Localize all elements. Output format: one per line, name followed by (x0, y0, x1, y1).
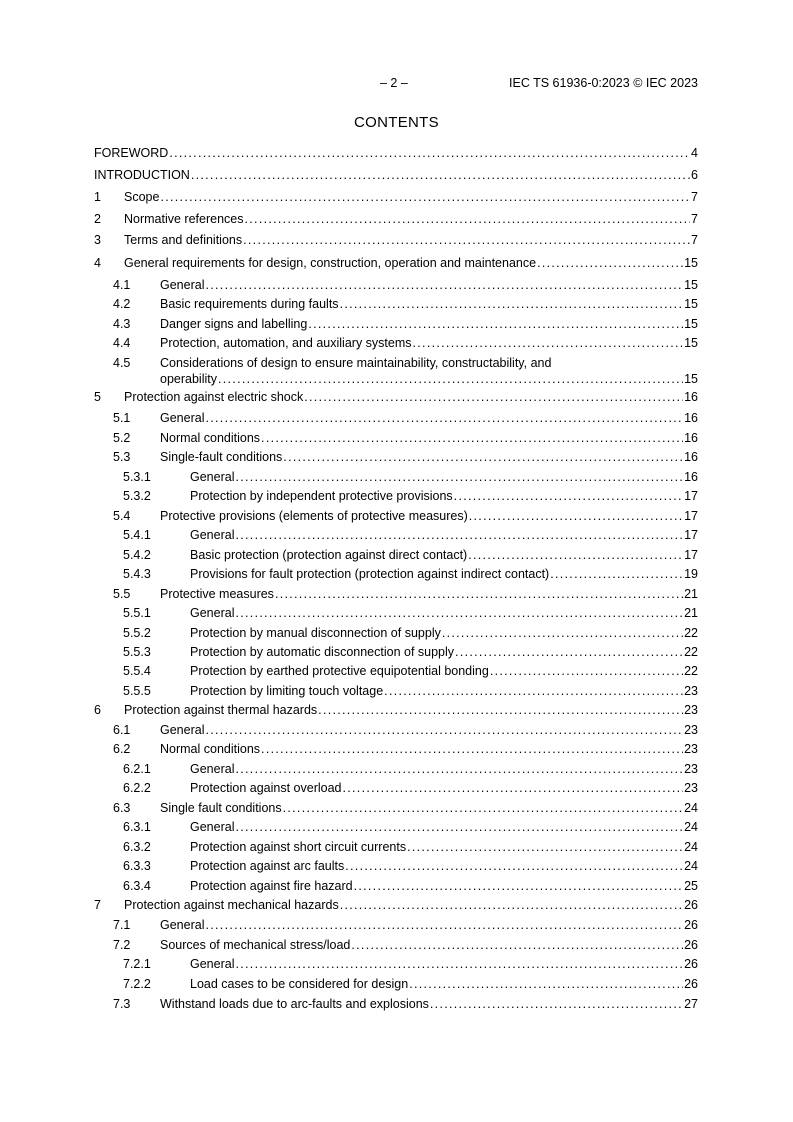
toc-entry[interactable] (94, 410, 698, 426)
toc-entry[interactable] (94, 508, 698, 524)
toc-entry-page: 24 (684, 840, 698, 854)
toc-entry-number: 6.3.4 (123, 879, 151, 893)
toc-entry-line (160, 277, 698, 293)
toc-entry[interactable] (94, 663, 698, 679)
dot-leader (468, 547, 683, 563)
toc-entry-number: 7.2.1 (123, 957, 151, 971)
toc-entry-title: Single fault conditions (160, 801, 282, 815)
toc-entry-number: 5.5.2 (123, 626, 151, 640)
toc-entry-title: Protection by manual disconnection of supply (190, 626, 441, 640)
toc-entry-line (190, 956, 698, 972)
toc-entry-page: 23 (684, 781, 698, 795)
toc-entry-line (190, 547, 698, 563)
toc-entry-number: 5.5 (113, 587, 131, 601)
toc-entry-title: Protection against mechanical hazards (124, 898, 339, 912)
toc-entry-page: 23 (684, 762, 698, 776)
page-number: – 2 – (380, 76, 408, 90)
toc-entry-title: Provisions for fault protection (protection against indirect contact) (190, 567, 550, 581)
toc-entry-number: 6.3 (113, 801, 131, 815)
toc-entry-page: 6 (691, 168, 698, 182)
toc-entry-page: 25 (684, 879, 698, 893)
toc-entry-page: 16 (684, 431, 698, 445)
toc-entry-number: 4.5 (113, 356, 131, 370)
toc-entry-page: 26 (684, 977, 698, 991)
toc-entry[interactable] (94, 389, 698, 405)
toc-entry-title: General (160, 278, 205, 292)
toc-entry-title: General (190, 528, 235, 542)
page-header (0, 76, 793, 92)
toc-entry[interactable] (94, 255, 698, 271)
dot-leader (160, 189, 690, 205)
toc-entry-number: 5.5.1 (123, 606, 151, 620)
toc-entry[interactable] (94, 780, 698, 796)
toc-entry-page: 16 (684, 450, 698, 464)
dot-leader (351, 937, 683, 953)
toc-entry[interactable] (94, 878, 698, 894)
toc-entry-line (124, 897, 698, 913)
toc-entry-title: General (160, 411, 205, 425)
toc-entry-title: INTRODUCTION (94, 168, 190, 182)
toc-entry-line (160, 296, 698, 312)
toc-entry[interactable] (94, 167, 698, 183)
dot-leader (205, 277, 683, 293)
toc-entry-line (160, 508, 698, 524)
toc-entry-page: 23 (684, 684, 698, 698)
toc-entry-page: 15 (684, 256, 698, 270)
toc-entry-number: 5.1 (113, 411, 131, 425)
dot-leader (283, 800, 683, 816)
toc-entry[interactable] (94, 488, 698, 504)
toc-entry-line (190, 878, 698, 894)
toc-entry-page: 21 (684, 587, 698, 601)
toc-entry-number: 5.4.1 (123, 528, 151, 542)
toc-entry[interactable] (94, 355, 698, 387)
dot-leader (490, 663, 683, 679)
toc-entry-title: Danger signs and labelling (160, 317, 308, 331)
toc-entry-number: 5.3 (113, 450, 131, 464)
toc-entry-line (190, 663, 698, 679)
dot-leader (384, 683, 683, 699)
toc-entry[interactable] (94, 741, 698, 757)
toc-entry-number: 5.4.3 (123, 567, 151, 581)
toc-entry[interactable] (94, 232, 698, 248)
toc-entry-title: Protection by earthed protective equipotential bonding (190, 664, 489, 678)
dot-leader (218, 371, 683, 387)
toc-entry-page: 7 (691, 233, 698, 247)
toc-entry-line (190, 780, 698, 796)
toc-entry-title: Normal conditions (160, 431, 261, 445)
dot-leader (455, 644, 683, 660)
toc-entry-number: 4 (94, 256, 101, 270)
toc-entry-page: 22 (684, 626, 698, 640)
toc-entry-number: 5.4 (113, 509, 131, 523)
toc-entry-title: Scope (124, 190, 160, 204)
toc-entry-line (190, 839, 698, 855)
toc-entry-number: 5.5.4 (123, 664, 151, 678)
dot-leader (275, 586, 683, 602)
toc-entry-line (124, 389, 698, 405)
dot-leader (261, 430, 683, 446)
toc-entry[interactable] (94, 296, 698, 312)
toc-entry-title: Protection against electric shock (124, 390, 304, 404)
toc-entry[interactable] (94, 566, 698, 582)
toc-entry-page: 15 (684, 336, 698, 350)
toc-entry[interactable] (94, 625, 698, 641)
dot-leader (235, 819, 683, 835)
toc-entry-line (160, 316, 698, 332)
toc-entry-page: 16 (684, 470, 698, 484)
toc-entry-line (160, 937, 698, 953)
dot-leader (235, 527, 683, 543)
dot-leader (354, 878, 684, 894)
toc-entry-title: Terms and definitions (124, 233, 243, 247)
toc-entry[interactable] (94, 189, 698, 205)
toc-entry-line (124, 255, 698, 271)
toc-entry-title: Sources of mechanical stress/load (160, 938, 351, 952)
toc-entry-line (124, 189, 698, 205)
toc-entry-number: 4.3 (113, 317, 131, 331)
toc-entry-title: Protection against fire hazard (190, 879, 353, 893)
toc-entry-page: 15 (684, 372, 698, 386)
toc-entry[interactable] (94, 277, 698, 293)
toc-entry-line (124, 211, 698, 227)
toc-entry-number: 5.2 (113, 431, 131, 445)
toc-entry-line (190, 527, 698, 543)
dot-leader (409, 976, 683, 992)
toc-entry-number: 4.2 (113, 297, 131, 311)
toc-entry[interactable] (94, 839, 698, 855)
toc-entry-title: Basic requirements during faults (160, 297, 339, 311)
toc-entry[interactable] (94, 996, 698, 1012)
toc-entry-line (190, 469, 698, 485)
toc-entry[interactable] (94, 702, 698, 718)
dot-leader (342, 780, 683, 796)
toc-entry-title: Withstand loads due to arc-faults and explosions (160, 997, 429, 1011)
toc-entry-title: Protective provisions (elements of protective measures) (160, 509, 468, 523)
dot-leader (261, 741, 683, 757)
toc-entry[interactable] (94, 586, 698, 602)
toc-entry-number: 7.2.2 (123, 977, 151, 991)
toc-entry-line (190, 644, 698, 660)
dot-leader (235, 956, 683, 972)
toc-entry[interactable] (94, 211, 698, 227)
toc-entry-title: Normal conditions (160, 742, 261, 756)
toc-entry-title: General (190, 820, 235, 834)
toc-entry[interactable] (94, 800, 698, 816)
toc-entry-page: 23 (684, 723, 698, 737)
dot-leader (304, 389, 683, 405)
toc-entry-page: 15 (684, 297, 698, 311)
dot-leader (283, 449, 683, 465)
toc-entry-number: 5.3.1 (123, 470, 151, 484)
toc-entry[interactable] (94, 858, 698, 874)
toc-entry-title: Protection by automatic disconnection of supply (190, 645, 455, 659)
toc-entry-line (190, 488, 698, 504)
toc-entry-number: 3 (94, 233, 101, 247)
toc-entry[interactable] (94, 605, 698, 621)
toc-entry-line (160, 800, 698, 816)
toc-entry-page: 26 (684, 918, 698, 932)
toc-entry[interactable] (94, 917, 698, 933)
toc-entry-title: Normative references (124, 212, 244, 226)
toc-entry-number: 6.1 (113, 723, 131, 737)
dot-leader (169, 145, 690, 161)
toc-entry[interactable] (94, 897, 698, 913)
toc-entry-page: 24 (684, 820, 698, 834)
toc-entry-page: 15 (684, 317, 698, 331)
toc-entry[interactable] (94, 145, 698, 161)
toc-entry-title: Protection against thermal hazards (124, 703, 318, 717)
toc-entry-page: 17 (684, 528, 698, 542)
toc-entry-title: General (160, 918, 205, 932)
toc-entry-number: 5.5.5 (123, 684, 151, 698)
toc-entry[interactable] (94, 956, 698, 972)
dot-leader (243, 232, 690, 248)
toc-entry-number: 5.4.2 (123, 548, 151, 562)
toc-entry-line (94, 167, 698, 183)
toc-entry-line (190, 683, 698, 699)
toc-entry-page: 21 (684, 606, 698, 620)
toc-entry-number: 7 (94, 898, 101, 912)
dot-leader (205, 722, 683, 738)
toc-entry-title: Protection by limiting touch voltage (190, 684, 384, 698)
dot-leader (454, 488, 683, 504)
toc-entry-line (190, 761, 698, 777)
dot-leader (430, 996, 683, 1012)
toc-entry-line (124, 232, 698, 248)
dot-leader (413, 335, 684, 351)
toc-entry-line (160, 996, 698, 1012)
dot-leader (245, 211, 691, 227)
toc-entry-title: Basic protection (protection against direct contact) (190, 548, 468, 562)
toc-entry-number: 2 (94, 212, 101, 226)
toc-entry-line (160, 335, 698, 351)
toc-entry-line (190, 976, 698, 992)
toc-entry-page: 24 (684, 801, 698, 815)
toc-entry-page: 15 (684, 278, 698, 292)
toc-entry-number: 6.3.2 (123, 840, 151, 854)
toc-entry[interactable] (94, 449, 698, 465)
toc-entry-number: 7.2 (113, 938, 131, 952)
toc-entry[interactable] (94, 316, 698, 332)
toc-entry-number: 5.5.3 (123, 645, 151, 659)
toc-entry-page: 27 (684, 997, 698, 1011)
toc-entry-title: Protection against arc faults (190, 859, 345, 873)
toc-entry-title: Protection against overload (190, 781, 342, 795)
contents-title: CONTENTS (354, 114, 439, 131)
toc-entry-title: Single-fault conditions (160, 450, 283, 464)
toc-entry-title: General (160, 723, 205, 737)
toc-entry-page: 23 (684, 742, 698, 756)
toc-entry-page: 16 (684, 390, 698, 404)
toc-entry-number: 1 (94, 190, 101, 204)
toc-entry-title: General (190, 606, 235, 620)
toc-entry-line (190, 566, 698, 582)
toc-entry-number: 4.4 (113, 336, 131, 350)
toc-entry-page: 22 (684, 664, 698, 678)
toc-entry[interactable] (94, 547, 698, 563)
toc-entry-number: 6.2 (113, 742, 131, 756)
dot-leader (537, 255, 683, 271)
dot-leader (340, 296, 684, 312)
toc-entry-line (124, 702, 698, 718)
toc-entry-line (190, 819, 698, 835)
toc-entry[interactable] (94, 976, 698, 992)
toc-entry-page: 4 (691, 146, 698, 160)
toc-entry-title: Considerations of design to ensure maintainability, constructability, and (160, 356, 552, 370)
toc-entry-page: 22 (684, 645, 698, 659)
toc-entry-title: Protective measures (160, 587, 274, 601)
toc-entry-title: General (190, 470, 235, 484)
toc-entry-page: 26 (684, 898, 698, 912)
toc-entry-page: 16 (684, 411, 698, 425)
dot-leader (235, 469, 683, 485)
toc-entry[interactable] (94, 527, 698, 543)
toc-entry[interactable] (94, 937, 698, 953)
toc-entry-title: Protection against short circuit currents (190, 840, 407, 854)
toc-entry-number: 5 (94, 390, 101, 404)
toc-entry-page: 7 (691, 190, 698, 204)
toc-entry[interactable] (94, 819, 698, 835)
dot-leader (191, 167, 690, 183)
toc-entry[interactable] (94, 722, 698, 738)
toc-entry-line (190, 858, 698, 874)
toc-entry-number: 4.1 (113, 278, 131, 292)
toc-entry-title: Protection, automation, and auxiliary systems (160, 336, 412, 350)
dot-leader (442, 625, 683, 641)
toc-entry-page: 24 (684, 859, 698, 873)
toc-entry-title: General (190, 762, 235, 776)
toc-entry-title: FOREWORD (94, 146, 169, 160)
toc-entry-page: 17 (684, 548, 698, 562)
toc-entry-title: Load cases to be considered for design (190, 977, 409, 991)
toc-entry-line (160, 741, 698, 757)
dot-leader (407, 839, 683, 855)
toc-entry[interactable] (94, 644, 698, 660)
toc-entry-line (160, 722, 698, 738)
toc-entry-page: 17 (684, 489, 698, 503)
toc-entry-line (160, 371, 698, 387)
toc-entry-line (94, 145, 698, 161)
toc-entry[interactable] (94, 335, 698, 351)
dot-leader (205, 410, 683, 426)
toc-entry-number: 6.3.3 (123, 859, 151, 873)
toc-entry-line (190, 625, 698, 641)
toc-entry-title: Protection by independent protective provisions (190, 489, 453, 503)
toc-entry-number: 5.3.2 (123, 489, 151, 503)
toc-entry[interactable] (94, 683, 698, 699)
dot-leader (340, 897, 683, 913)
toc-entry-page: 26 (684, 938, 698, 952)
dot-leader (235, 605, 683, 621)
toc-entry[interactable] (94, 761, 698, 777)
toc-entry-line (160, 430, 698, 446)
dot-leader (205, 917, 683, 933)
toc-entry-number: 7.1 (113, 918, 131, 932)
toc-entry[interactable] (94, 430, 698, 446)
toc-entry-title: General (190, 957, 235, 971)
dot-leader (235, 761, 683, 777)
document-reference: IEC TS 61936-0:2023 © IEC 2023 (509, 76, 698, 90)
toc-entry-title-continued: operability (160, 372, 217, 386)
toc-entry-page: 23 (684, 703, 698, 717)
toc-entry-page: 26 (684, 957, 698, 971)
dot-leader (318, 702, 683, 718)
toc-entry-page: 17 (684, 509, 698, 523)
toc-entry-number: 6.2.1 (123, 762, 151, 776)
dot-leader (345, 858, 683, 874)
toc-entry-page: 7 (691, 212, 698, 226)
toc-entry-line (160, 449, 698, 465)
toc-entry-page: 19 (684, 567, 698, 581)
toc-entry-title: General requirements for design, construction, operation and maintenance (124, 256, 537, 270)
toc-entry-line (160, 917, 698, 933)
dot-leader (550, 566, 683, 582)
dot-leader (469, 508, 683, 524)
toc-entry-number: 6.3.1 (123, 820, 151, 834)
toc-entry-number: 6 (94, 703, 101, 717)
toc-entry-line (160, 410, 698, 426)
dot-leader (308, 316, 683, 332)
toc-entry-number: 7.3 (113, 997, 131, 1011)
toc-entry-line (160, 586, 698, 602)
toc-entry[interactable] (94, 469, 698, 485)
toc-entry-number: 6.2.2 (123, 781, 151, 795)
toc-entry-line (190, 605, 698, 621)
